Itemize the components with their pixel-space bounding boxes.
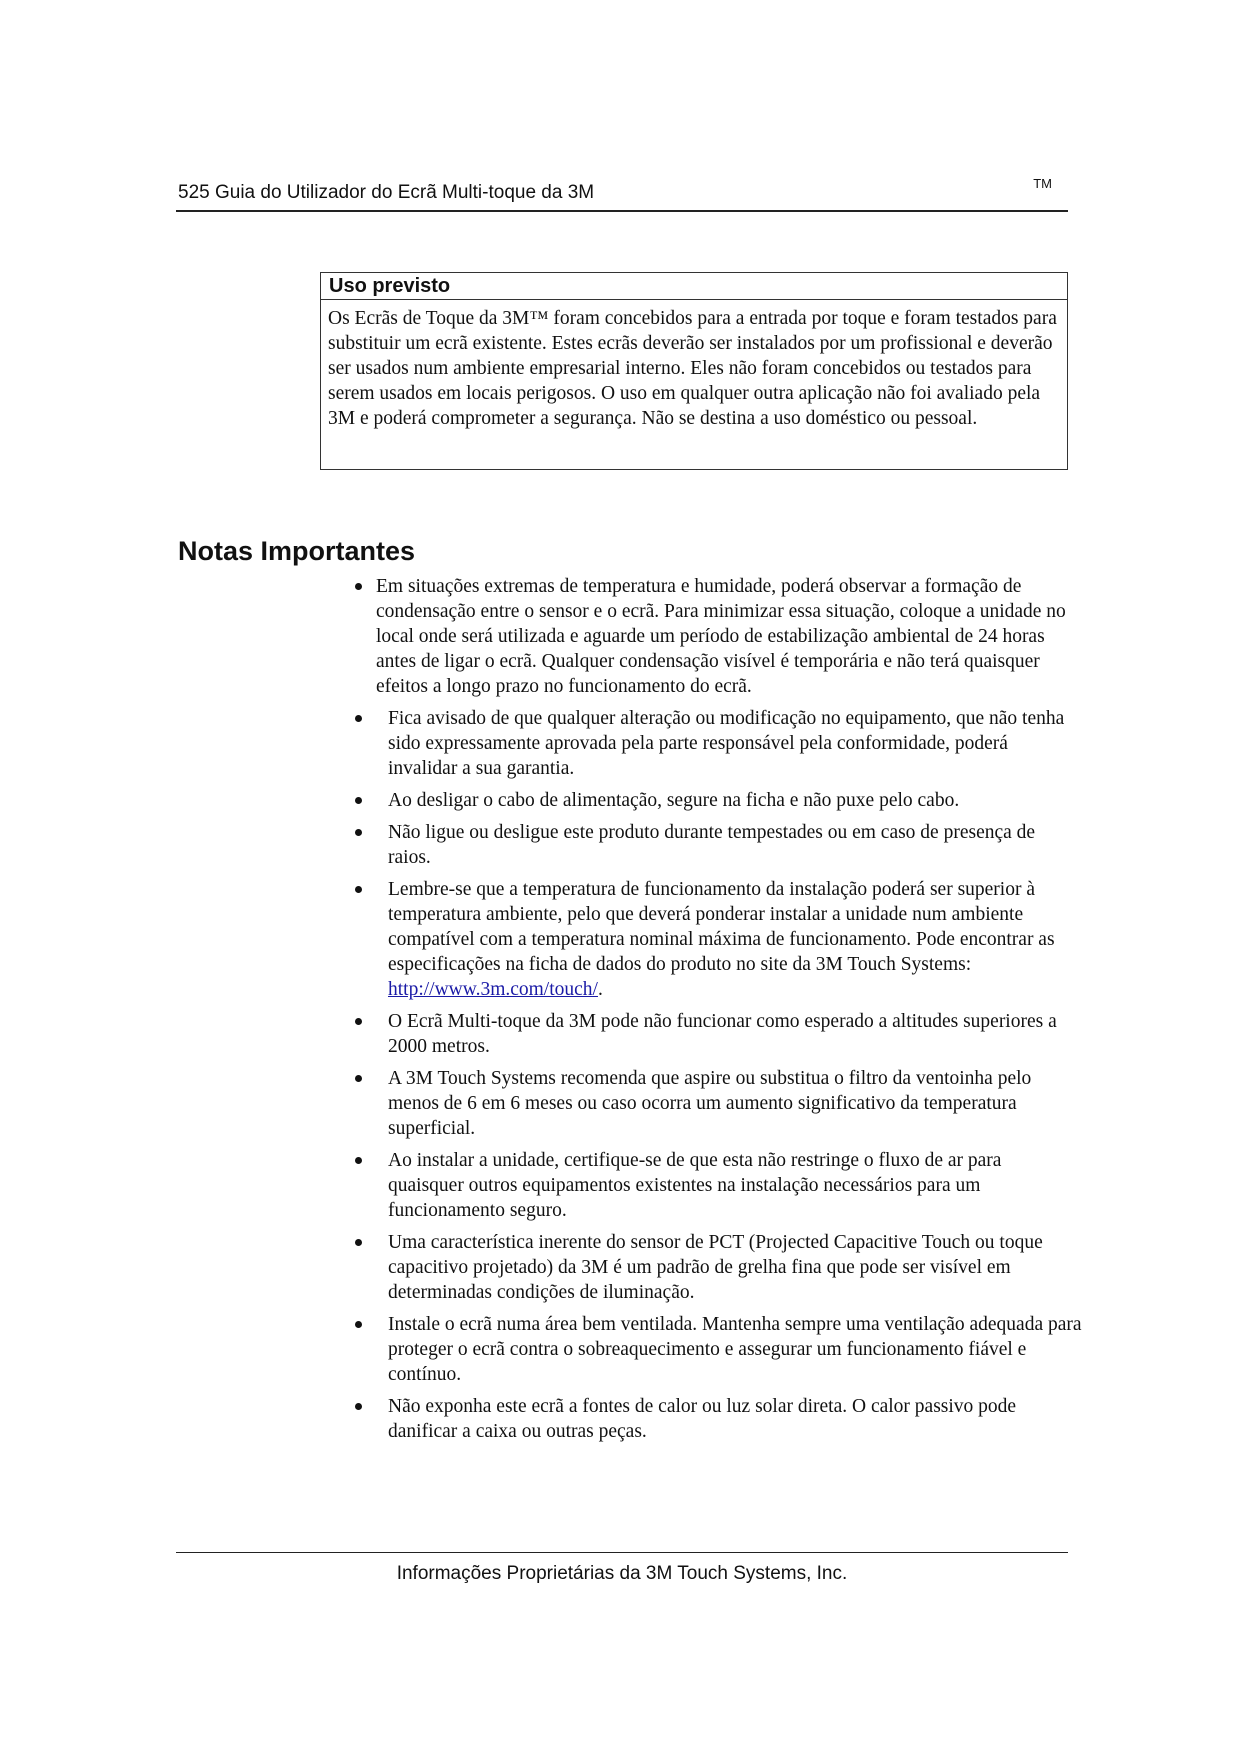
intended-use-body: Os Ecrãs de Toque da 3M™ foram concebidos para a entrada por toque e foram testados para substituir um ecrã existente. Estes ecrãs deverão ser instalados por um profissional e deverão ser usados num ambiente empresarial interno. Eles não foram concebidos ou testados para serem usados em locais perigosos. O uso em qualquer outra aplicação não foi avaliado pela 3M e poderá comprometer a segurança. Não se destina a uso doméstico ou pessoal. — [328, 308, 1057, 429]
page-header — [176, 176, 1068, 212]
note-item: Fica avisado de que qualquer alteração ou modificação no equipamento, que não tenha sido expressamente aprovada pela parte responsável pela conformidade, poderá invalidar a sua garantia. — [352, 706, 1082, 781]
intended-use-box — [320, 272, 1068, 470]
intended-use-title: Uso previsto — [329, 275, 451, 297]
important-notes-list — [352, 574, 1082, 1451]
page-footer — [176, 1552, 1068, 1585]
note-item: Uma característica inerente do sensor de PCT (Projected Capacitive Touch ou toque capacitivo projetado) da 3M é um padrão de grelha fina que pode ser visível em determinadas condições de iluminação. — [352, 1230, 1082, 1305]
header-title: 525 Guia do Utilizador do Ecrã Multi-toque da 3M — [178, 182, 595, 203]
note-item: Não exponha este ecrã a fontes de calor ou luz solar direta. O calor passivo pode danificar a caixa ou outras peças. — [352, 1394, 1082, 1444]
section-title: Notas Importantes — [178, 536, 416, 566]
note-item: Ao instalar a unidade, certifique-se de que esta não restringe o fluxo de ar para quaisquer outros equipamentos existentes na instalação necessários para um funcionamento seguro. — [352, 1148, 1082, 1223]
note-item: Ao desligar o cabo de alimentação, segure na ficha e não puxe pelo cabo. — [352, 788, 1082, 813]
note-item: Não ligue ou desligue este produto durante tempestades ou em caso de presença de raios. — [352, 820, 1082, 870]
footer-text: Informações Proprietárias da 3M Touch Systems, Inc. — [396, 1563, 848, 1584]
note-item: Instale o ecrã numa área bem ventilada. Mantenha sempre uma ventilação adequada para proteger o ecrã contra o sobreaquecimento e assegurar um funcionamento fiável e contínuo. — [352, 1312, 1082, 1387]
link-suffix: . — [597, 979, 603, 1000]
touch-systems-link[interactable]: http://www.3m.com/touch/ — [388, 979, 598, 1000]
note-item: A 3M Touch Systems recomenda que aspire ou substitua o filtro da ventoinha pelo menos de 6 em 6 meses ou caso ocorra um aumento significativo da temperatura superficial. — [352, 1066, 1082, 1141]
note-item: Em situações extremas de temperatura e humidade, poderá observar a formação de condensação entre o sensor e o ecrã. Para minimizar essa situação, coloque a unidade no local onde será utilizada e aguarde um período de estabilização ambiental de 24 horas antes de ligar o ecrã. Qualquer condensação visível é temporária e não terá quaisquer efeitos a longo prazo no funcionamento do ecrã. — [352, 574, 1082, 699]
note-item: O Ecrã Multi-toque da 3M pode não funcionar como esperado a altitudes superiores a 2000 metros. — [352, 1009, 1082, 1059]
trademark-mark: TM — [1033, 176, 1052, 191]
note-text: Lembre-se que a temperatura de funcionamento da instalação poderá ser superior à temperatura ambiente, pelo que deverá ponderar instalar a unidade num ambiente compatível com a temperatura nominal máxima de funcionamento. Pode encontrar as especificações na ficha de dados do produto no site da 3M Touch Systems: — [388, 879, 1055, 975]
note-item — [352, 877, 1082, 1002]
intended-use-header — [321, 273, 1067, 300]
